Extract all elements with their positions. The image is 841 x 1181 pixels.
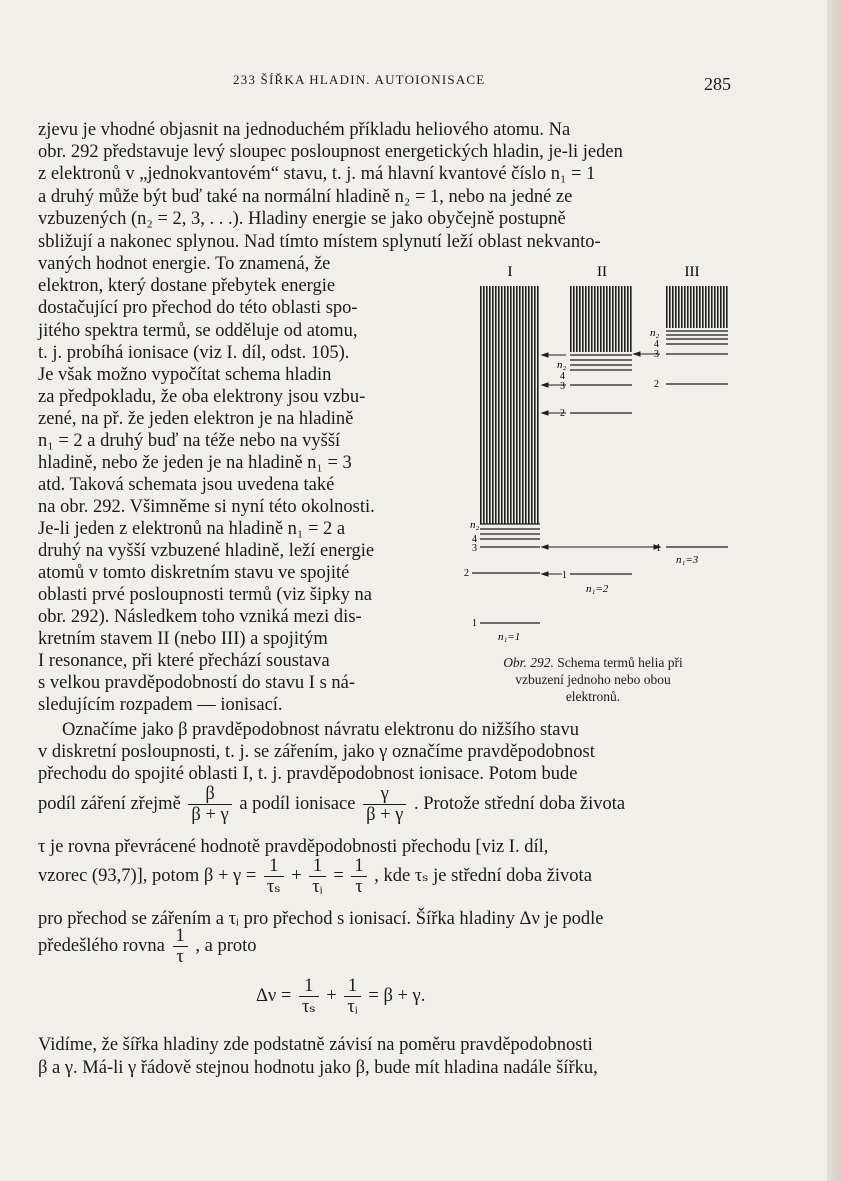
levels-column-1 <box>472 524 540 623</box>
text-line: za předpokladu, že oba elektrony jsou vzbu- <box>38 387 366 407</box>
label-1: 1 <box>472 618 477 629</box>
text-line: v diskretní posloupnosti, t. j. se zářením, jako γ označíme pravděpodobnost <box>38 742 595 762</box>
continuum-band-3 <box>666 286 728 328</box>
column-label-3: III <box>684 264 700 280</box>
text-line: I resonance, při které přechází soustava <box>38 651 330 671</box>
label-n1-3: n₁=3 <box>676 554 699 566</box>
text-line: obr. 292 představuje levý sloupec posloupnost energetických hladin, je-li jeden <box>38 142 623 162</box>
text-line: s velkou pravděpodobností do stavu I s ná- <box>38 673 356 693</box>
text-line: jitého spektra termů, se odděluje od atomu, <box>38 321 358 341</box>
text-line: elektron, který dostane přebytek energie <box>38 276 336 296</box>
text-line: sbližují a nakonec splynou. Nad tímto místem splynutí leží oblast nekvanto- <box>38 232 601 252</box>
text-line: atd. Taková schemata jsou uvedena také <box>38 475 335 495</box>
label-2: 2 <box>560 408 565 419</box>
text-line: vaných hodnot energie. To znamená, že <box>38 254 331 274</box>
text-fragment: podíl záření zřejmě <box>38 793 181 814</box>
text-fragment: , a proto <box>195 935 257 956</box>
label-4: 4 <box>472 534 477 545</box>
equation-line <box>38 784 625 825</box>
text-fragment: vzorec (93,7)], potom β + γ = <box>38 865 257 886</box>
continuum-band-2 <box>570 286 632 352</box>
text-line: na obr. 292. Všimněme si nyní této okolnosti. <box>38 497 375 517</box>
text-fragment: a podíl ionisace <box>239 793 356 814</box>
levels-column-2 <box>570 355 632 574</box>
label-n2: n₂ <box>650 327 660 339</box>
label-3: 3 <box>560 381 565 392</box>
label-3: 3 <box>472 543 477 554</box>
column-label-1: I <box>507 264 513 280</box>
fraction: $\frac{\beta}{\beta + \gamma}$ <box>188 784 231 825</box>
levels-column-3 <box>666 331 728 547</box>
term-scheme-figure <box>462 258 732 650</box>
text-fragment: . Protože střední doba života <box>413 793 626 814</box>
text-line: zené, na př. že jeden elektron je na hladině <box>38 409 354 429</box>
text-line: atomů v tomto diskretním stavu ve spojité <box>38 563 350 583</box>
label-1: 1 <box>656 543 661 554</box>
text-line: z elektronů v „jednokvantovém“ stavu, t. j. má hlavní kvantové číslo n₁ = 1 <box>38 164 596 184</box>
caption-number: Obr. 292. <box>503 655 554 670</box>
fraction: $\frac{1}{\text{τₛ}}$ <box>264 856 284 897</box>
fraction: $\frac{1}{\text{τᵢ}}$ <box>309 856 325 897</box>
label-n2: n₂ <box>470 519 480 531</box>
label-3: 3 <box>654 349 659 360</box>
text-line: t. j. probíhá ionisace (viz I. díl, odst. 105). <box>38 343 350 363</box>
page-edge <box>827 0 841 1181</box>
text-line: Označíme jako β pravděpodobnost návratu elektronu do nižšího stavu <box>62 720 579 740</box>
text-line: τ je rovna převrácené hodnotě pravděpodobnosti přechodu [viz I. díl, <box>38 837 549 857</box>
caption-line: elektronů. <box>565 689 621 704</box>
running-header: 233 ŠÍŘKA HLADIN. AUTOIONISACE <box>233 72 486 87</box>
caption-line: vzbuzení jednoho nebo obou <box>515 672 671 687</box>
text-fragment: , kde τₛ je střední doba života <box>374 865 592 886</box>
text-line: přechodu do spojité oblasti I, t. j. pravděpodobnost ionisace. Potom bude <box>38 764 578 784</box>
fraction: $\frac{1}{\tau}$ <box>351 856 366 897</box>
label-4: 4 <box>560 371 565 382</box>
display-equation: Δν = $\frac{1}{\text{τₛ}}$ + $\frac{1}{\text{τᵢ}}$ = β + γ. <box>256 976 426 1017</box>
label-n1-1: n₁=1 <box>498 631 521 643</box>
page-number: 285 <box>704 74 731 94</box>
text-line: a druhý může být buď také na normální hladině n₂ = 1, nebo na jedné ze <box>38 187 573 207</box>
label-1: 1 <box>562 570 567 581</box>
fraction: $\frac{1}{\tau}$ <box>173 926 188 967</box>
column-label-2: II <box>597 264 607 280</box>
text-line: druhý na vyšší vzbuzené hladině, leží energie <box>38 541 375 561</box>
label-n1-2: n₁=2 <box>586 583 609 595</box>
continuum-band-1 <box>480 286 540 524</box>
label-2: 2 <box>464 568 469 579</box>
fraction: $\frac{\gamma}{\beta + \gamma}$ <box>363 784 406 825</box>
text-line: β a γ. Má-li γ řádově stejnou hodnotu jako β, bude mít hladina nadále šířku, <box>38 1058 598 1078</box>
fraction: $\frac{1}{\text{τᵢ}}$ <box>344 976 360 1017</box>
text-line: kretním stavem II (nebo III) a spojitým <box>38 629 328 649</box>
text-line: obr. 292). Následkem toho vzniká mezi dis- <box>38 607 362 627</box>
text-line: Je-li jeden z elektronů na hladině n₁ = 2 a <box>38 519 346 539</box>
figure-caption <box>458 654 728 671</box>
label-2: 2 <box>654 379 659 390</box>
fraction: $\frac{1}{\text{τₛ}}$ <box>299 976 319 1017</box>
equation-line <box>38 926 257 967</box>
text-line: dostačující pro přechod do této oblasti spo- <box>38 298 358 318</box>
text-line: sledujícím rozpadem — ionisací. <box>38 695 283 715</box>
text-line: Je však možno vypočítat schema hladin <box>38 365 332 385</box>
text-line: n₁ = 2 a druhý buď na téže nebo na vyšší <box>38 431 341 451</box>
equation-line: vzorec (93,7)], potom β + γ = $\frac{1}{\text{τₛ}}$ + $\frac{1}{\text{τᵢ}}$ = $\frac{1}{\tau}$ , kde τₛ je střední doba života <box>38 856 592 897</box>
caption-line: Schema termů helia při <box>557 655 683 670</box>
text-fragment: předešlého rovna <box>38 935 165 956</box>
label-4: 4 <box>654 339 659 350</box>
text-line: pro přechod se zářením a τᵢ pro přechod s ionisací. Šířka hladiny Δν je podle <box>38 909 604 929</box>
text-line: Vidíme, že šířka hladiny zde podstatně závisí na poměru pravděpodobnosti <box>38 1035 593 1055</box>
text-line: oblasti prvé posloupnosti termů (viz šipky na <box>38 585 372 605</box>
label-n2: n₂ <box>557 359 567 371</box>
text-line: zjevu je vhodné objasnit na jednoduchém příkladu heliového atomu. Na <box>38 120 571 140</box>
text-line: hladině, nebo že jeden je na hladině n₁ = 3 <box>38 453 352 473</box>
text-line: vzbuzených (n₂ = 2, 3, . . .). Hladiny energie se jako obyčejně postupně <box>38 209 566 229</box>
